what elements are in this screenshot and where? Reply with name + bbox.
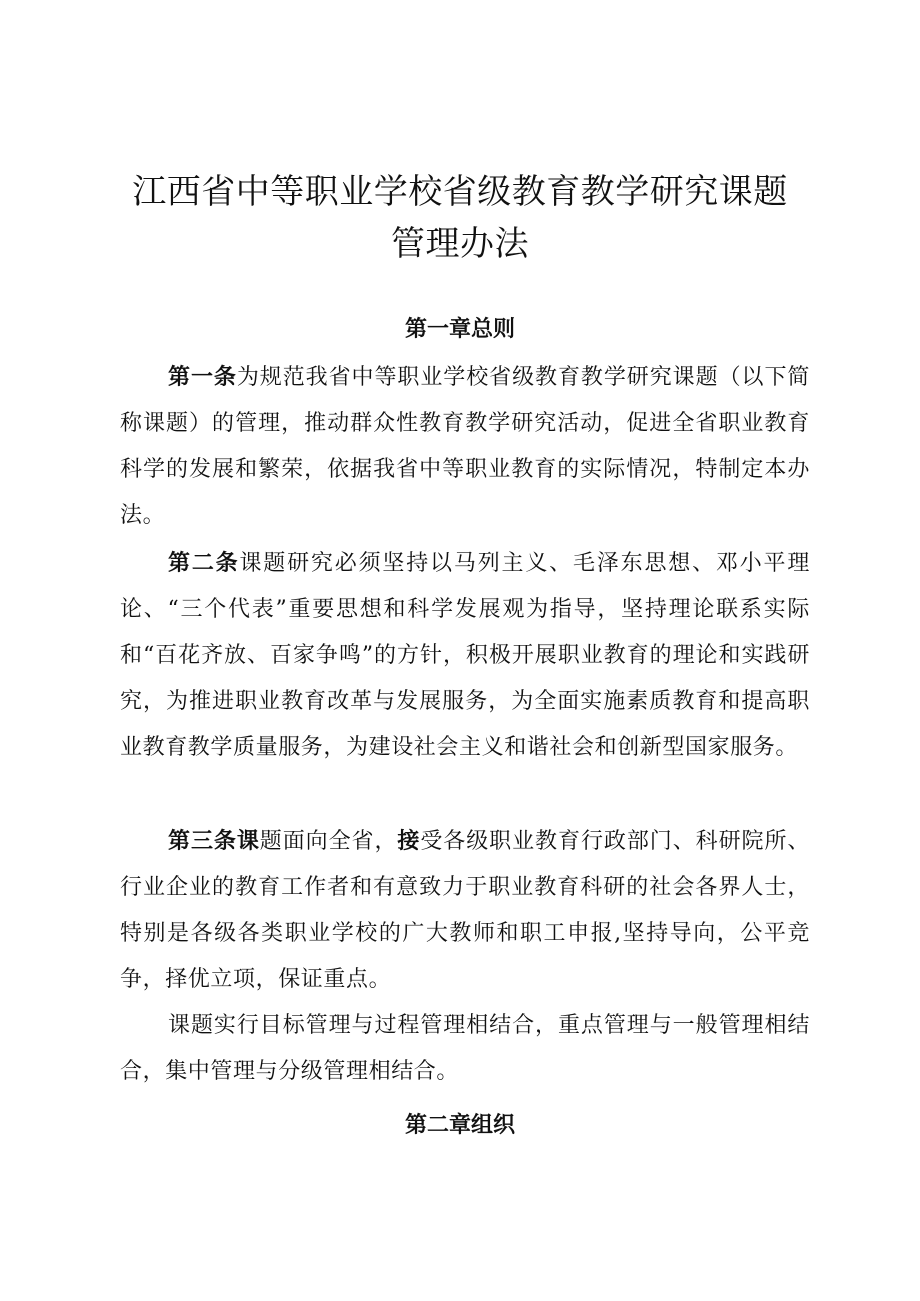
- article-2-text: 课题研究必须坚持以马列主义、毛泽东思想、邓小平理论、“三个代表”重要思想和科学发展观为指导，坚持理论联系实际和“百花齐放、百家争鸣”的方针，积极开展职业教育的理论和实践研究，为推进职业教育改革与发展服务，为全面实施素质教育和提高职业教育教学质量服务，为建设社会主义和谐社会和创新型国家服务。: [120, 551, 810, 760]
- paragraph-management-principles: 课题实行目标管理与过程管理相结合，重点管理与一般管理相结合，集中管理与分级管理相结合。: [120, 1013, 810, 1084]
- document-title-line-1: 江西省中等职业学校省级教育教学研究课题: [132, 172, 788, 212]
- chapter-heading-organization: 第二章组织: [404, 1112, 515, 1138]
- article-3-text-b: 受各级职业教育行政部门、科研院所、行业企业的教育工作者和有意致力于职业教育科研的社会各界人士，特别是各级各类职业学校的广大教师和职工申报,坚持导向，公平竞争，择优立项，保证重点。: [120, 829, 810, 992]
- article-1-label: 第一条: [168, 364, 237, 390]
- article-2: [120, 540, 810, 771]
- article-1: [120, 354, 810, 539]
- article-1-text: 为规范我省中等职业学校省级教育教学研究课题（以下简称课题）的管理，推动群众性教育教学研究活动，促进全省职业教育科学的发展和繁荣，依据我省中等职业教育的实际情况，特制定本办法。: [120, 365, 810, 528]
- article-3-text-a: 题面向全省，: [259, 829, 398, 854]
- article-3-bold-char: 接: [397, 828, 421, 854]
- article-2-label: 第二条: [168, 550, 240, 576]
- article-3-label: 第三条课: [168, 828, 260, 854]
- document-title-line-2: 管理办法: [391, 224, 529, 264]
- chapter-heading-general: 第一章总则: [404, 316, 515, 342]
- article-3: [120, 818, 810, 1003]
